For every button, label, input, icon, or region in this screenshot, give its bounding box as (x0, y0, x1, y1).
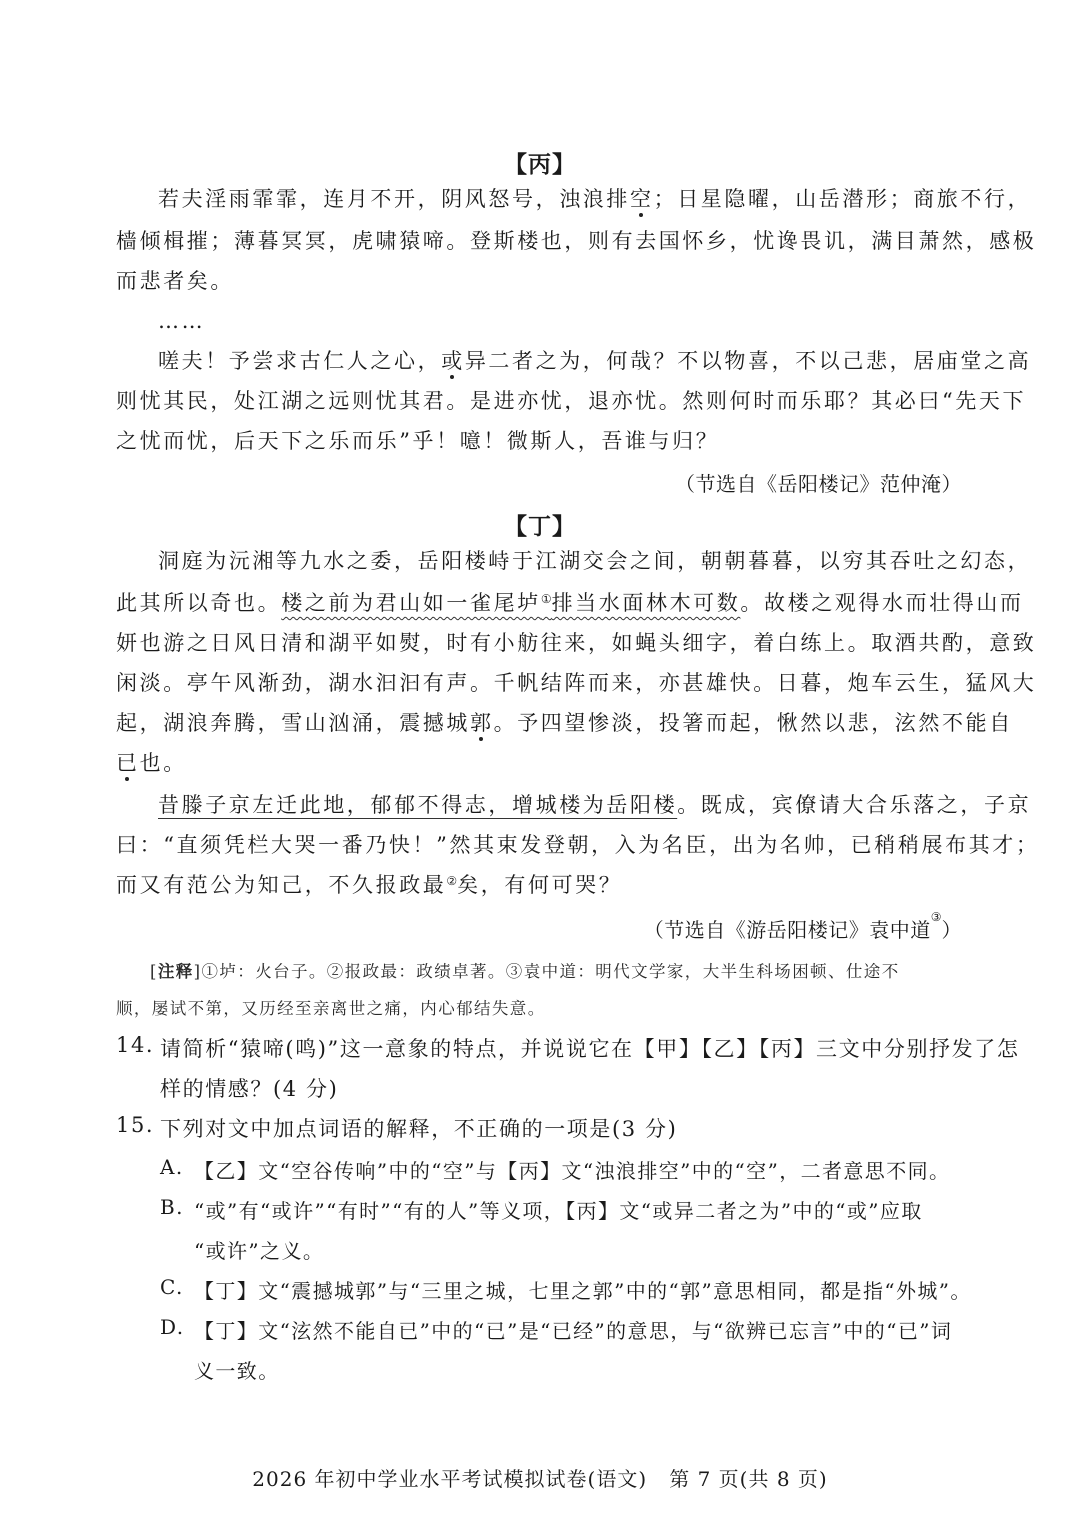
option-d-text-line2: 义一致。 (194, 1359, 280, 1383)
text: 楼之前为君山如一雀尾垆 (281, 591, 541, 615)
option-d-text: 【丁】文“泫然不能自已”中的“已”是“已经”的意思，与“欲辨已忘言”中的“已”词 (194, 1319, 953, 1343)
footnote-marker: ① (540, 592, 552, 606)
question-14-line1: 请简析“猿啼(鸣)”这一意象的特点，并说说它在【甲】【乙】【丙】三文中分别抒发了怎 (160, 1037, 1020, 1061)
underlined-text: 昔滕子京左迁此地，郁郁不得志，增城楼为岳阳楼 (158, 793, 678, 817)
section-heading-bing: 【丙】 (504, 151, 576, 178)
emphasis-dot-word: 或 (441, 349, 465, 373)
question-15-line1: 下列对文中加点词语的解释，不正确的一项是(3 分) (160, 1117, 678, 1141)
emphasis-dot-word: 已 (116, 751, 140, 775)
ding-p1-line4: 闲淡。亭午风渐劲，湖水汩汩有声。千帆结阵而来，亦甚雄快。日暮，炮车云生，猛风大 (116, 671, 1037, 695)
footnote-marker: ③ (930, 910, 942, 924)
ding-source (643, 910, 962, 943)
bing-p2-line3: 之忧而忧，后天下之乐而乐”乎！噫！微斯人，吾谁与归？ (116, 429, 720, 453)
emphasis-dot-word: 空 (630, 187, 654, 211)
question-15-number: 15. (116, 1113, 155, 1137)
option-a-text: 【乙】文“空谷传响”中的“空”与【丙】文“浊浪排空”中的“空”，二者意思不同。 (194, 1159, 951, 1183)
ding-p2-line1 (158, 790, 1031, 820)
bing-p1-line2: 樯倾楫摧；薄暮冥冥，虎啸猿啼。登斯楼也，则有去国怀乡，忧谗畏讥，满目萧然，感极 (116, 229, 1037, 253)
question-14-line2: 样的情感？(4 分) (160, 1077, 339, 1101)
text: 嗟夫！予尝求古仁人之心， (158, 349, 442, 373)
bing-p1-line3: 而悲者矣。 (116, 269, 234, 293)
text: 而又有范公为知己，不久报政最 (116, 873, 447, 897)
wavy-underline-text (281, 591, 740, 615)
ding-p2-line3 (116, 870, 622, 900)
notes-label: 注释 (157, 962, 194, 981)
text: （节选自《游岳阳楼记》袁中道 (643, 918, 931, 942)
option-b-text-line2: “或许”之义。 (194, 1239, 325, 1263)
text: 矣，有何可哭？ (457, 873, 623, 897)
text: 。予四望惨淡，投箸而起，愀然以悲，泫然不能自 (493, 711, 1013, 735)
option-c-key: C. (160, 1275, 184, 1299)
option-d-key: D. (160, 1315, 185, 1339)
text: 。既成，宾僚请大合乐落之，子京 (677, 793, 1032, 817)
ding-p1-line1: 洞庭为沅湘等九水之委，岳阳楼峙于江湖交会之间，朝朝暮暮，以穷其吞吐之幻态， (158, 549, 1032, 573)
text: 若夫淫雨霏霏，连月不开，阴风怒号，浊浪排 (158, 187, 630, 211)
ellipsis: …… (158, 309, 206, 333)
option-b-text: “或”有“或许”“有时”“有的人”等义项，【丙】文“或异二者之为”中的“或”应取 (194, 1199, 923, 1223)
option-c-text: 【丁】文“震撼城郭”与“三里之城，七里之郭”中的“郭”意思相同，都是指“外城”。 (194, 1279, 972, 1303)
emphasis-dot-word: 郭 (470, 711, 494, 735)
page-footer: 2026 年初中学业水平考试模拟试卷(语文) 第 7 页(共 8 页) (252, 1467, 828, 1491)
text: 此其所以奇也。 (116, 591, 282, 615)
bing-p2-line2: 则忧其民，处江湖之远则忧其君。是进亦忧，退亦忧。然则何时而乐耶？其必曰“先天下 (116, 389, 1027, 413)
notes-line2: 顺，屡试不第，又历经至亲离世之痛，内心郁结失意。 (116, 999, 546, 1018)
option-b-key: B. (160, 1195, 184, 1219)
bing-source: （节选自《岳阳楼记》范仲淹） (675, 472, 962, 496)
ding-p1-line2 (116, 588, 1024, 618)
text: 。故楼之观得水而壮得山而 (740, 591, 1024, 615)
footnote-marker: ② (446, 874, 458, 888)
ding-p1-line3: 妍也游之日风日清和湖平如熨，时有小舫往来，如蝇头细字，着白练上。取酒共酌，意致 (116, 631, 1037, 655)
ding-p2-line2: 曰：“直须凭栏大哭一番乃快！”然其束发登朝，入为名臣，出为名帅，已稍稍展布其才； (116, 833, 1040, 857)
text: ） (941, 918, 962, 942)
text: 起，湖浪奔腾，雪山汹涌，震撼城 (116, 711, 470, 735)
bing-p1-line1 (158, 184, 1031, 214)
text: 排当水面林木可数 (551, 591, 741, 615)
ding-p1-line5 (116, 708, 1013, 738)
ding-p1-line6 (116, 748, 187, 778)
bing-p2-line1 (158, 346, 1031, 376)
question-14-number: 14. (116, 1033, 155, 1057)
text: ；日星隐曜，山岳潜形；商旅不行， (653, 187, 1032, 211)
text: ①垆：火台子。②报政最：政绩卓著。③袁中道：明代文学家，大半生科场困顿、仕途不 (201, 962, 900, 981)
notes-line1: [注释]①垆：火台子。②报政最：政绩卓著。③袁中道：明代文学家，大半生科场困顿、仕途不 (150, 962, 900, 981)
option-a-key: A. (160, 1155, 184, 1179)
text: 异二者之为，何哉？不以物喜，不以己悲，居庙堂之高 (464, 349, 1032, 373)
section-heading-ding: 【丁】 (504, 513, 576, 540)
text: 也。 (139, 751, 187, 775)
